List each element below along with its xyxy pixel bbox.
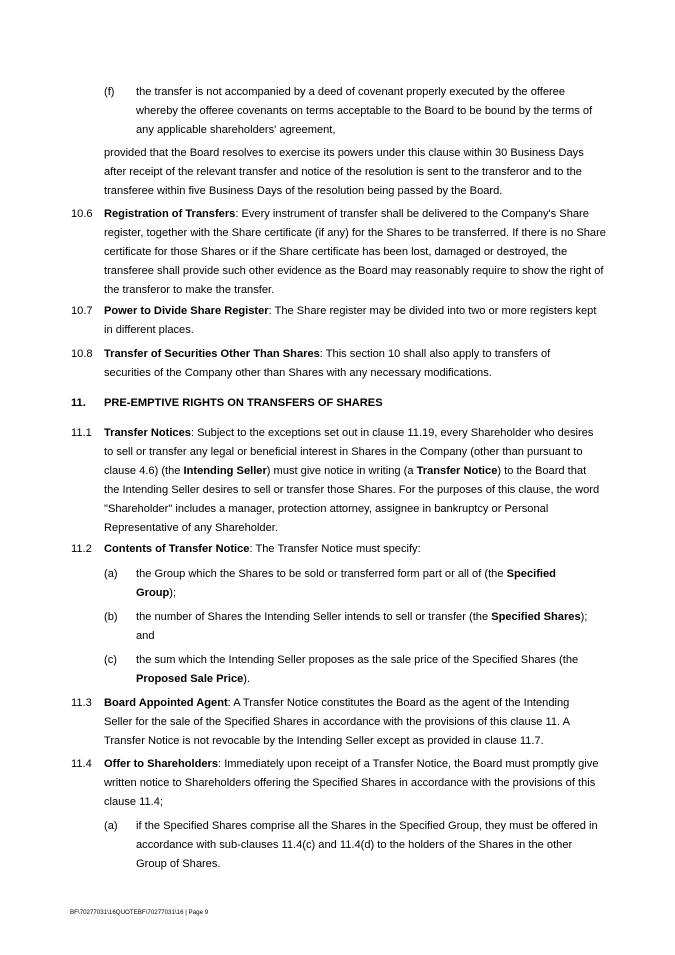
item-text-11-2-b: the number of Shares the Intending Seller intends to sell or transfer (the (136, 611, 492, 623)
clause-text-11-1-a: : Subject to the exceptions set out in clause 11.19, every Shareholder who desires to sell or transfer any legal or beneficial interest in Shares in the Company (other than pursuant to clause 4.6) (the (104, 427, 594, 477)
clause-text-10-8: : This section 10 shall also apply to transfers of securities of the Company other than Shares with any necessary modifications. (104, 348, 551, 379)
clause-number-11-4: 11.4 (71, 758, 92, 770)
clause-text-11-3: : A Transfer Notice constitutes the Board as the agent of the Intending Seller for the sale of the Specified Shares in accordance with the provisions of this clause 11. A Transfer Notice is not revocable by the Intending Seller except as provided in clause 11.7. (104, 697, 570, 747)
clause-text-11-4: : Immediately upon receipt of a Transfer Notice, the Board must promptly give written notice to Shareholders offering the Specified Shares in accordance with the provisions of this clause 11.4; (104, 758, 599, 808)
clause-heading-11-2: Contents of Transfer Notice (104, 543, 250, 555)
clause-number-10-8: 10.8 (71, 348, 93, 360)
page-footer: BF\70277031\16QUOTEBF\70277031\16 | Page 9 (70, 909, 209, 916)
clause-11-3 (104, 694, 600, 751)
clause-number-11-2: 11.2 (71, 543, 92, 555)
clause-heading-10-7: Power to Divide Share Register (104, 305, 269, 317)
defined-term-proposed-sale-price: Proposed Sale Price (136, 673, 244, 685)
clause-heading-11-4: Offer to Shareholders (104, 758, 219, 770)
item-text-11-2-a: the Group which the Shares to be sold or transferred form part or all of (the (136, 568, 507, 580)
defined-term-specified-shares: Specified Shares (491, 611, 581, 623)
item-end-11-2-b: ); and (136, 611, 588, 642)
section-number-11: 11. (71, 397, 86, 409)
item-text-f: the transfer is not accompanied by a deed of covenant properly executed by the offeree whereby the offeree covenants on terms acceptable to the Board to be bound by the terms of any applicable shareholders' agreement, (136, 86, 593, 136)
item-end-11-2-c: ). (243, 673, 251, 685)
clause-10-7 (104, 302, 604, 340)
clause-11-1 (104, 424, 604, 538)
clause-number-11-1: 11.1 (71, 427, 92, 439)
clause-number-10-7: 10.7 (71, 305, 93, 317)
item-11-2-b (136, 608, 606, 646)
item-label-11-2-a: (a) (104, 568, 118, 580)
clause-heading-10-8: Transfer of Securities Other Than Shares (104, 348, 320, 360)
clause-10-6 (104, 205, 606, 300)
item-label-11-2-c: (c) (104, 654, 117, 666)
clause-text-10-6: : Every instrument of transfer shall be delivered to the Company's Share register, together with the Share certificate (if any) for the Shares to be transferred. If there is no Share certificate for those Shares or if the Share certificate has been lost, damaged or destroyed, the transferee shall provide such other evidence as the Board may reasonably require to show the right of the transferor to make the transfer. (104, 208, 606, 296)
clause-text-11-1-b: ) must give notice in writing (a (266, 465, 417, 477)
clause-11-4 (104, 755, 604, 812)
defined-term-transfer-notice: Transfer Notice (416, 465, 498, 477)
clause-number-10-6: 10.6 (71, 208, 93, 220)
item-text-11-2-c: the sum which the Intending Seller proposes as the sale price of the Specified Shares (the (136, 654, 579, 666)
section-title-11: PRE-EMPTIVE RIGHTS ON TRANSFERS OF SHARES (104, 397, 383, 409)
defined-term-specified-group: Specified Group (136, 568, 556, 599)
item-text-11-4-a: if the Specified Shares comprise all the Shares in the Specified Group, they must be offered in accordance with sub-clauses 11.4(c) and 11.4(d) to the holders of the Shares in the other Group of Shares. (136, 820, 598, 870)
clause-text-10-7: : The Share register may be divided into two or more registers kept in different places. (104, 305, 597, 336)
item-11-2-c (136, 651, 596, 689)
clause-10-8 (104, 345, 594, 383)
clause-text-11-2: : The Transfer Notice must specify: (249, 543, 421, 555)
item-label-11-2-b: (b) (104, 611, 118, 623)
clause-heading-10-6: Registration of Transfers (104, 208, 236, 220)
item-end-11-2-a: ); (169, 587, 177, 599)
item-11-2-a (136, 565, 596, 603)
clause-heading-11-3: Board Appointed Agent (104, 697, 228, 709)
clause-11-2 (104, 540, 604, 559)
clause-text-11-1-c: ) to the Board that the Intending Seller desires to sell or transfer those Shares. For the purposes of this clause, the word "Shareholder" includes a manager, protection attorney, assignee in bankruptcy or Personal Representative of any Shareholder. (104, 465, 600, 534)
item-label-11-4-a: (a) (104, 820, 118, 832)
proviso-paragraph: provided that the Board resolves to exercise its powers under this clause within 30 Business Days after receipt of the relevant transfer and notice of the resolution is sent to the transferor and to the transferee within five Business Days of the resolution being passed by the Board. (104, 147, 584, 197)
clause-heading-11-1: Transfer Notices (104, 427, 191, 439)
clause-number-11-3: 11.3 (71, 697, 92, 709)
defined-term-intending-seller: Intending Seller (183, 465, 267, 477)
item-label-f: (f) (104, 86, 115, 98)
